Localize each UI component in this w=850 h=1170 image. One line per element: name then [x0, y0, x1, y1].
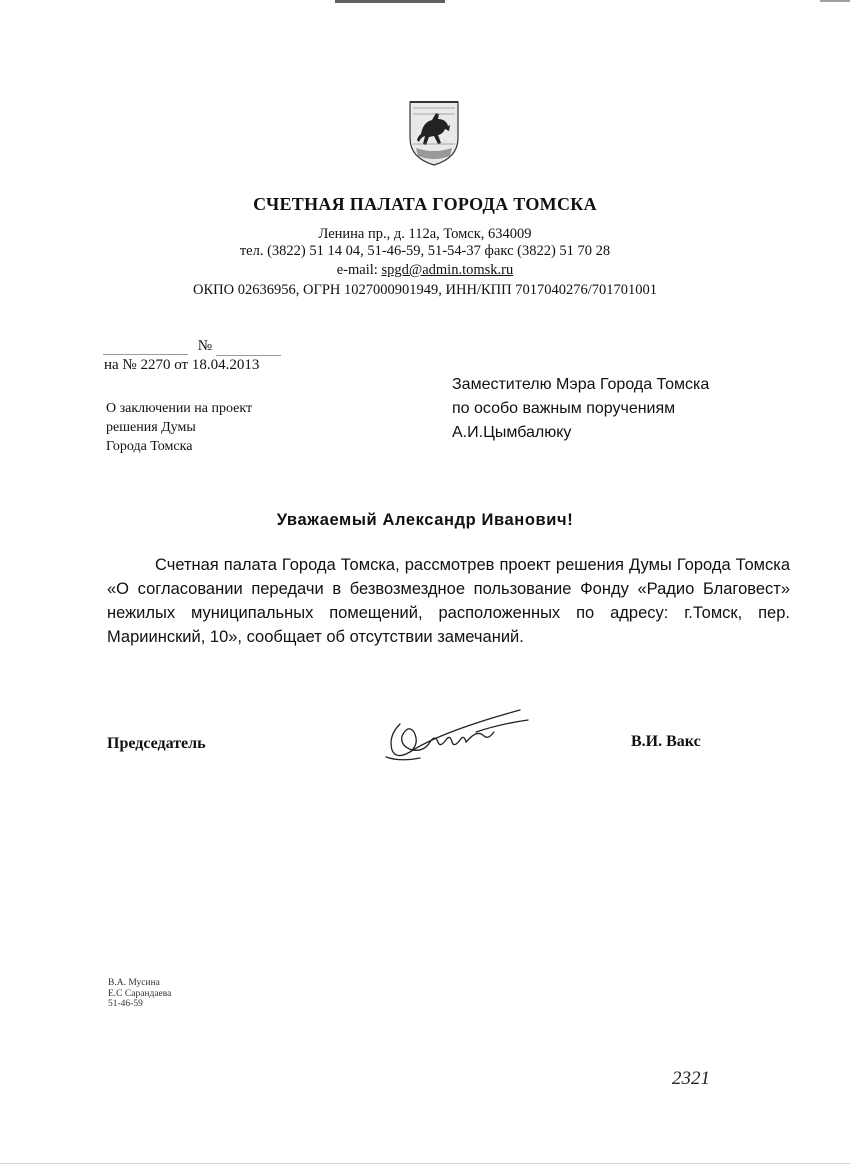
- handwritten-signature: [380, 702, 530, 770]
- salutation: Уважаемый Александр Иванович!: [276, 511, 574, 529]
- executor-line: Е.С Сарандаева: [108, 988, 172, 999]
- subject-line: Города Томска: [106, 439, 193, 454]
- executor-line: В.А. Мусина: [108, 978, 160, 988]
- email-link[interactable]: spgd@admin.tomsk.ru: [381, 262, 514, 278]
- subject-line: О заключении на проект: [106, 401, 253, 416]
- address-line: Ленина пр., д. 112а, Томск, 634009: [318, 226, 532, 242]
- letter-subject: [106, 399, 252, 456]
- email-label: e-mail:: [336, 262, 382, 278]
- email-line: [0, 262, 850, 279]
- executor-line: 51-46-59: [108, 999, 143, 1009]
- recipient-block: [452, 373, 709, 445]
- recipient-line: Заместителю Мэра Города Томска: [452, 376, 710, 393]
- organization-title: СЧЕТНАЯ ПАЛАТА ГОРОДА ТОМСКА: [253, 194, 597, 214]
- subject-line: решения Думы: [106, 420, 196, 435]
- number-label: №: [197, 338, 213, 354]
- outgoing-number-row: [103, 338, 293, 356]
- registration-number: 2321: [672, 1068, 710, 1089]
- scan-artifact-top-right: [820, 0, 850, 2]
- tomsk-coat-of-arms-icon: [405, 98, 463, 168]
- scan-artifact-bottom: [0, 1163, 850, 1164]
- phones-line: тел. (3822) 51 14 04, 51-46-59, 51-54-37 факс (3822) 51 70 28: [239, 243, 611, 259]
- in-reply-reference: на № 2270 от 18.04.2013: [104, 357, 260, 373]
- outgoing-date-field: [103, 339, 188, 355]
- recipient-line: по особо важным поручениям: [452, 400, 676, 417]
- recipient-line: А.И.Цымбалюку: [452, 424, 572, 441]
- executors-block: [108, 978, 171, 1010]
- outgoing-number-field: [216, 338, 281, 356]
- letter-body: Счетная палата Города Томска, рассмотрев проект решения Думы Города Томска «О согласовании передачи в безвозмездное пользование Фонду «Радио Благовест» нежилых муниципальных помещений, расположенных по адресу: г.Томск, пер. Мариинский, 10», сообщает об отсутствии замечаний.: [107, 556, 790, 646]
- registry-codes-line: ОКПО 02636956, ОГРН 1027000901949, ИНН/КПП 7017040276/701701001: [193, 282, 657, 298]
- scan-artifact-top: [335, 0, 445, 3]
- signer-position: Председатель: [107, 735, 206, 752]
- signer-name: В.И. Вакс: [631, 733, 701, 750]
